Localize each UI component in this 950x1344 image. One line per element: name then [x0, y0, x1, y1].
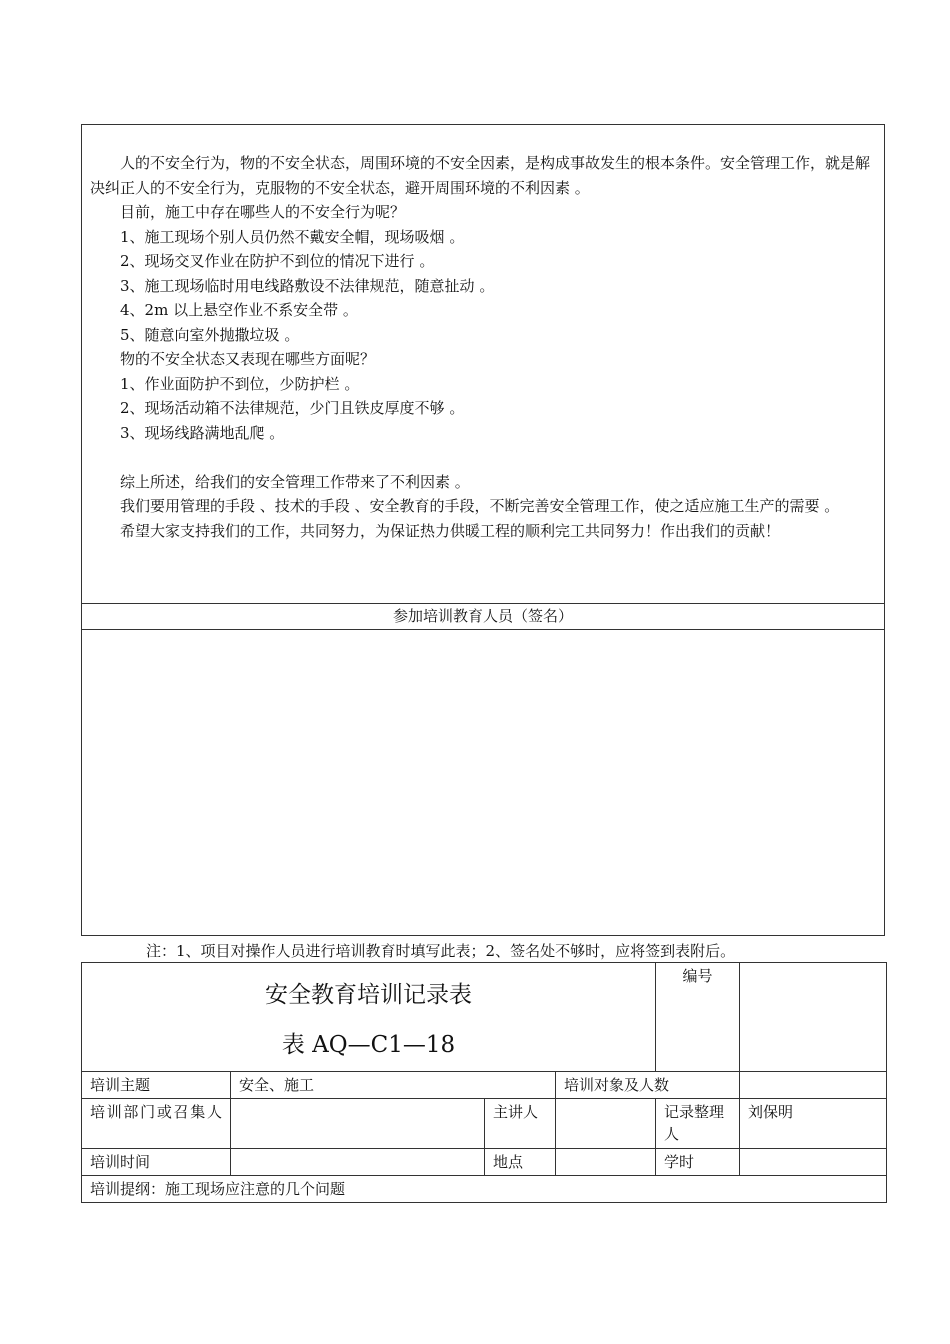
- target-label: 培训对象及人数: [556, 1072, 740, 1099]
- paragraph: 目前，施工中存在哪些人的不安全行为呢？: [120, 203, 406, 221]
- speaker-value[interactable]: [556, 1099, 656, 1149]
- dept-label: 培训部门或召集人: [82, 1099, 231, 1149]
- dept-value[interactable]: [231, 1099, 485, 1149]
- paragraph: 1、作业面防护不到位，少防护栏 。: [120, 374, 360, 393]
- speaker-label: 主讲人: [485, 1099, 556, 1149]
- place-label: 地点: [485, 1149, 556, 1176]
- paragraph: 物的不安全状态又表现在哪些方面呢？: [120, 350, 376, 368]
- training-record-table: [81, 962, 887, 1203]
- paragraph: 3、施工现场临时用电线路敷设不法律规范，随意扯动 。: [120, 276, 495, 295]
- form-note: 注：1、项目对操作人员进行培训教育时填写此表；2、签名处不够时，应将签到表附后。: [146, 942, 736, 960]
- number-label: 编号: [656, 963, 740, 1072]
- recorder-label: 记录整理人: [656, 1099, 740, 1149]
- form-code: 表 AQ—C1—18: [281, 1032, 456, 1058]
- recorder-value[interactable]: 刘保明: [740, 1099, 887, 1149]
- form-title: 安全教育培训记录表: [265, 982, 472, 1008]
- training-outline: 培训提纲：施工现场应注意的几个问题: [82, 1176, 887, 1203]
- paragraph: 5、随意向室外抛撒垃圾 。: [120, 325, 300, 344]
- paragraph: 4、2m 以上悬空作业不系安全带 。: [120, 301, 358, 319]
- hours-label: 学时: [656, 1149, 740, 1176]
- target-value[interactable]: [740, 1072, 887, 1099]
- blank-line: [90, 445, 876, 470]
- paragraph: 2、现场活动箱不法律规范，少门且铁皮厚度不够 。: [120, 399, 465, 417]
- paragraph: 2、现场交叉作业在防护不到位的情况下进行 。: [120, 252, 435, 270]
- paragraph: 我们要用管理的手段 、技术的手段 、安全教育的手段，不断完善安全管理工作，使之适应施工生产的需要 。: [120, 497, 840, 515]
- hours-value[interactable]: [740, 1149, 887, 1176]
- time-label: 培训时间: [82, 1149, 231, 1176]
- place-value[interactable]: [556, 1149, 656, 1176]
- number-value[interactable]: [740, 963, 887, 1072]
- paragraph: 综上所述，给我们的安全管理工作带来了不利因素 。: [120, 472, 470, 491]
- signature-header: 参加培训教育人员（签名）: [82, 603, 884, 630]
- paragraph: 希望大家支持我们的工作，共同努力，为保证热力供暖工程的顺利完工共同努力！作出我们的贡献！: [120, 521, 781, 540]
- paragraph: 人的不安全行为，物的不安全状态，周围环境的不安全因素，是构成事故发生的根本条件。安全管理工作，就是解决纠正人的不安全行为，克服物的不安全状态，避开周围环境的不利因素 。: [90, 154, 871, 197]
- topic-label: 培训主题: [82, 1072, 231, 1099]
- topic-value[interactable]: 安全、施工: [231, 1072, 556, 1099]
- training-content: [90, 151, 876, 543]
- paragraph: 1、施工现场个别人员仍然不戴安全帽，现场吸烟 。: [120, 227, 465, 246]
- paragraph: 3、现场线路满地乱爬 。: [120, 423, 285, 442]
- time-value[interactable]: [231, 1149, 485, 1176]
- form-title-cell: [82, 963, 656, 1072]
- training-content-box: [81, 124, 885, 936]
